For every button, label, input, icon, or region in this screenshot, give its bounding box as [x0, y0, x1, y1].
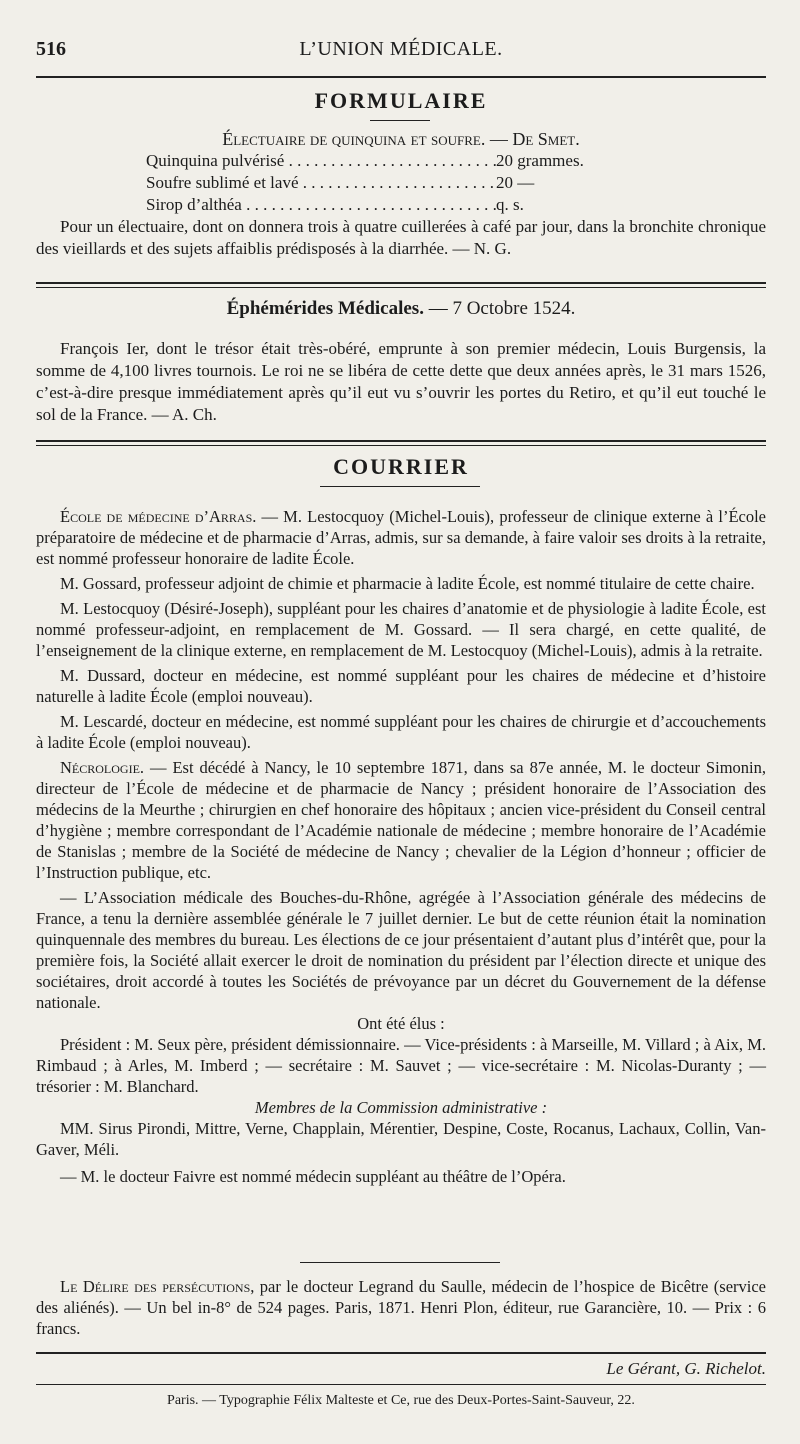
paragraph-lead: École de médecine d’Arras. [60, 507, 257, 526]
ingredient-name: Quinquina pulvérisé . . . [146, 150, 496, 172]
courrier-paragraph: M. Gossard, professeur adjoint de chimie et pharmacie à ladite École, est nommé titulaire de cette chaire. [60, 574, 755, 593]
paragraph-text: — Est décédé à Nancy, le 10 septembre 1871, dans sa 87e année, M. le docteur Simonin, directeur de l’École de médecine et de pharmacie de Nancy ; président honoraire de l’Association des médecins de la Meurthe ; chirurgien en chef honoraire des hôpitaux ; ancien vice-président du Conseil central d’hygiène ; membre correspondant de l’Académie nationale de médecine ; membre honoraire de l’Académie de Stanislas ; membre de la Société de médecine de Nancy ; chevalier de la Légion d’honneur ; officier de l’Instruction publique, etc. [36, 758, 766, 882]
courrier-heading: COURRIER [333, 454, 469, 479]
formulaire-text: Pour un électuaire, dont on donnera trois à quatre cuillerées à café par jour, dans la bronchite chronique des vieillards et des sujets affaiblis prédisposés à la diarrhée. — N. G. [36, 217, 766, 258]
commission-title: Membres de la Commission administrative : [254, 1098, 548, 1117]
courrier-paragraph: — L’Association médicale des Bouches-du-Rhône, agrégée à l’Association générale des médecins de France, a tenu la dernière assemblée générale le 7 juillet dernier. Le but de cette réunion était la nomination quinquennale des membres du bureau. Les élections de ce jour présentaient d’autant plus d’intérêt que, pour la première fois, la Société allait exercer le droit de nomination du président par l’élection directe et unique des sociétaires, droit accordé à toutes les Sociétés de prévoyance par un décret du Gouvernement de la défense nationale. [36, 888, 766, 1012]
courrier-paragraph: M. Lestocquoy (Désiré-Joseph), suppléant pour les chaires d’anatomie et de physiologie à ladite École, est nommé professeur-adjoint, en remplacement de M. Gossard. — Il sera chargé, en cette qualité, de l’enseignement de la clinique externe, en remplacement de M. Lestocquoy (Michel-Louis), admis à la retraite. [36, 599, 766, 660]
ingredient-qty: q. s. [496, 195, 524, 214]
page-header [36, 38, 766, 68]
ephemerides-title [36, 298, 766, 320]
ephemerides-title-date: — 7 Octobre 1524. [423, 298, 576, 319]
short-separator [300, 1262, 500, 1263]
ingredient-name: Sirop d’althéa . . . [146, 194, 496, 216]
header-rule [36, 76, 766, 78]
ephemerides-text: François Ier, dont le trésor était très-obéré, emprunte à son premier médecin, Louis Burgensis, la somme de 4,100 livres tournois. Le roi ne se libéra de cette dette que deux années après, le 31 mars 1526, c’est-à-dire presque immédiatement après qu’il eut vu s’ouvrir les portes du Retiro, et qu’il eut touché le sol de la France. — A. Ch. [36, 339, 766, 424]
courrier-body [36, 506, 766, 1187]
formulaire-short-rule [370, 120, 430, 121]
book-text: par le docteur Legrand du Saulle, médecin de l’hospice de Bicêtre (service des aliénés). — Un bel in-8° de 524 pages. Paris, 1871. Henri Plon, éditeur, rue Garancière, 10. — Prix : 6 francs. [36, 1277, 766, 1338]
courrier-paragraph: M. Dussard, docteur en médecine, est nommé suppléant pour les chaires de médecine et d’histoire naturelle à ladite École (emploi nouveau). [36, 666, 766, 706]
paragraph-lead: Nécrologie. [60, 758, 145, 777]
commission-members: MM. Sirus Pirondi, Mittre, Verne, Chapplain, Mérentier, Despine, Coste, Rocanus, Lachaux, Collin, Van-Gaver, Méli. [36, 1119, 766, 1159]
ingredient-row [36, 194, 766, 216]
book-lead: Le Délire des persécutions, [60, 1277, 255, 1296]
page-number: 516 [36, 38, 66, 60]
gerant-rule [36, 1352, 766, 1354]
ephemerides-block [36, 298, 766, 426]
journal-title: L’UNION MÉDICALE. [299, 38, 503, 60]
book-paragraph [36, 1276, 766, 1339]
elected-intro: Ont été élus : [357, 1014, 445, 1033]
section-rule [36, 282, 766, 288]
ephemerides-title-main: Éphémérides Médicales. [226, 298, 424, 319]
section-rule [36, 440, 766, 446]
courrier-paragraph: M. Lescardé, docteur en médecine, est nommé suppléant pour les chaires de chirurgie et d’accouchements à ladite École (emploi nouveau). [36, 712, 766, 752]
printer-footer: Paris. — Typographie Félix Malteste et Ce, rue des Deux-Portes-Saint-Sauveur, 22. [167, 1393, 635, 1408]
ingredient-qty: 20 — [496, 173, 535, 192]
courrier-paragraph [36, 757, 766, 883]
formulaire-body [36, 128, 766, 260]
formulaire-heading: FORMULAIRE [314, 88, 488, 113]
recipe-title: Électuaire de quinquina et soufre. — De Smet. [222, 129, 580, 149]
officers-list: Président : M. Seux père, président démissionnaire. — Vice-présidents : à Marseille, M. Villard ; à Aix, M. Rimbaud ; à Arles, M. Imberd ; — secrétaire : M. Sauvet ; — vice-secrétaire : M. Nicolas-Duranty ; — trésorier : M. Blanchard. [36, 1035, 766, 1096]
paragraph-text: — M. Lestocquoy (Michel-Louis), professeur de clinique externe à l’École préparatoire de médecine et de pharmacie d’Arras, admis, sur sa demande, à faire valoir ses droits à la retraite, est nommé professeur honoraire de ladite École. [36, 507, 766, 568]
courrier-paragraph [36, 506, 766, 569]
ingredient-row [36, 150, 766, 172]
ingredient-qty: 20 grammes. [496, 151, 584, 170]
faivre-note: — M. le docteur Faivre est nommé médecin suppléant au théâtre de l’Opéra. [60, 1167, 566, 1186]
ingredient-name: Soufre sublimé et lavé . . . [146, 172, 496, 194]
courrier-short-rule [320, 486, 480, 487]
book-notice [36, 1276, 766, 1339]
ingredient-row [36, 172, 766, 194]
footer-rule [36, 1384, 766, 1385]
gerant-line: Le Gérant, G. Richelot. [606, 1359, 766, 1378]
